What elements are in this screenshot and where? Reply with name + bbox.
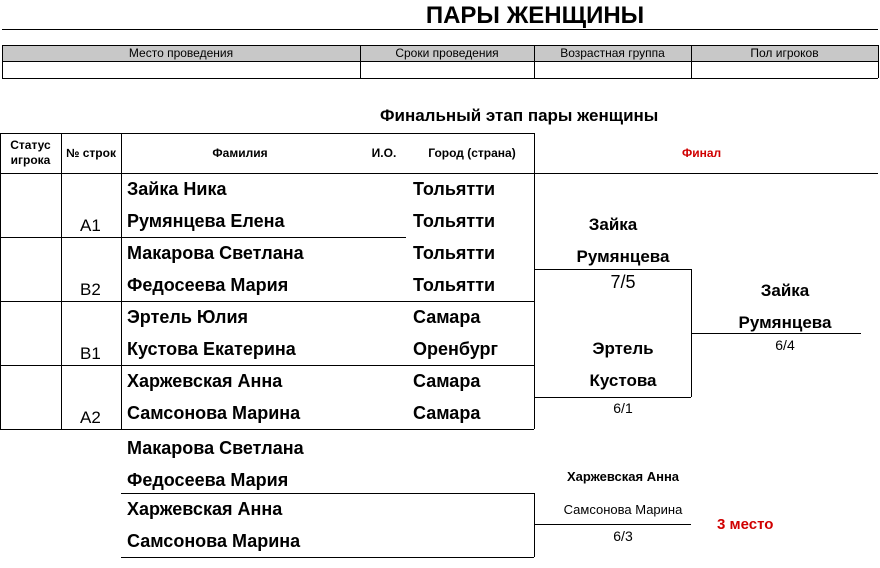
- player-city: Тольятти: [413, 243, 496, 263]
- third-place-winner-1: Харжевская Анна: [566, 469, 680, 484]
- row-number-column-header: № строк: [66, 146, 116, 160]
- third-place-pair2-player1: Харжевская Анна: [127, 499, 283, 519]
- columns-bottom-border: [0, 173, 878, 174]
- gender-header: Пол игроков: [750, 46, 819, 60]
- player-name: Самсонова Марина: [127, 403, 301, 423]
- player-city: Тольятти: [413, 275, 496, 295]
- third-place-winner-2: Самсонова Марина: [563, 502, 683, 517]
- bracket-line: [534, 269, 691, 270]
- player-name: Кустова Екатерина: [127, 339, 296, 359]
- final-header: Финал: [682, 146, 722, 160]
- third-place-pair2-player2: Самсонова Марина: [127, 531, 301, 551]
- venue-header: Место проведения: [128, 46, 234, 60]
- player-city: Тольятти: [413, 179, 496, 199]
- player-city: Оренбург: [413, 339, 499, 359]
- player-name: Зайка Ника: [127, 179, 227, 199]
- semifinal-2-winner-1: Эртель: [592, 339, 654, 358]
- semifinal-2-score: 6/1: [613, 400, 633, 416]
- semifinal-1-score: 7/5: [610, 272, 636, 292]
- dates-header: Сроки проведения: [395, 46, 499, 60]
- age-group-header: Возрастная группа: [560, 46, 665, 60]
- third-place-score: 6/3: [613, 528, 633, 544]
- city-column-header: Город (страна): [428, 146, 516, 160]
- status-column-border: [0, 133, 1, 430]
- player-name: Федосеева Мария: [127, 275, 289, 295]
- bracket-line: [691, 333, 861, 334]
- stage-title: Финальный этап пары женщины: [380, 106, 659, 125]
- final-winner-2: Румянцева: [738, 313, 832, 332]
- row-id: B2: [80, 280, 101, 299]
- semifinal-1-winner-1: Зайка: [588, 215, 638, 234]
- status-column-header: Статус игрока: [10, 138, 51, 167]
- final-score: 6/4: [775, 337, 795, 353]
- semifinal-2-winner-2: Кустова: [589, 371, 657, 390]
- bracket-line: [121, 557, 534, 558]
- player-city: Самара: [413, 307, 481, 327]
- info-table-mid: [2, 61, 878, 62]
- draw-row-separator: [0, 365, 534, 366]
- third-place-pair1-player2: Федосеева Мария: [127, 470, 289, 490]
- player-name: Харжевская Анна: [127, 371, 283, 391]
- initials-column-header: И.О.: [371, 146, 397, 160]
- player-city: Тольятти: [413, 211, 496, 231]
- bracket-line: [534, 524, 691, 525]
- player-city: Самара: [413, 403, 481, 423]
- third-place-label: 3 место: [717, 516, 774, 533]
- row-id: B1: [80, 344, 101, 363]
- player-city: Самара: [413, 371, 481, 391]
- city-column-border: [534, 133, 535, 173]
- draw-row-separator: [0, 429, 534, 430]
- row-id: A1: [80, 216, 101, 235]
- semifinal-1-winner-2: Румянцева: [576, 247, 670, 266]
- final-winner-1: Зайка: [760, 281, 810, 300]
- draw-row-separator: [0, 237, 406, 238]
- draw-row-separator: [0, 301, 534, 302]
- third-place-pair1-player1: Макарова Светлана: [127, 438, 304, 458]
- title-underline: [2, 29, 878, 30]
- player-name: Эртель Юлия: [127, 307, 249, 327]
- row-no-column-border: [61, 133, 62, 430]
- player-name: Макарова Светлана: [127, 243, 304, 263]
- bracket-line: [121, 493, 534, 494]
- row-id: A2: [80, 408, 101, 427]
- page-title: ПАРЫ ЖЕНЩИНЫ: [425, 2, 645, 29]
- player-name: Румянцева Елена: [127, 211, 285, 231]
- info-table-bottom: [2, 78, 878, 79]
- info-table-border: [878, 45, 879, 78]
- name-column-border: [121, 133, 122, 430]
- surname-column-header: Фамилия: [212, 146, 268, 160]
- columns-top-border: [0, 133, 534, 134]
- bracket-line: [534, 397, 691, 398]
